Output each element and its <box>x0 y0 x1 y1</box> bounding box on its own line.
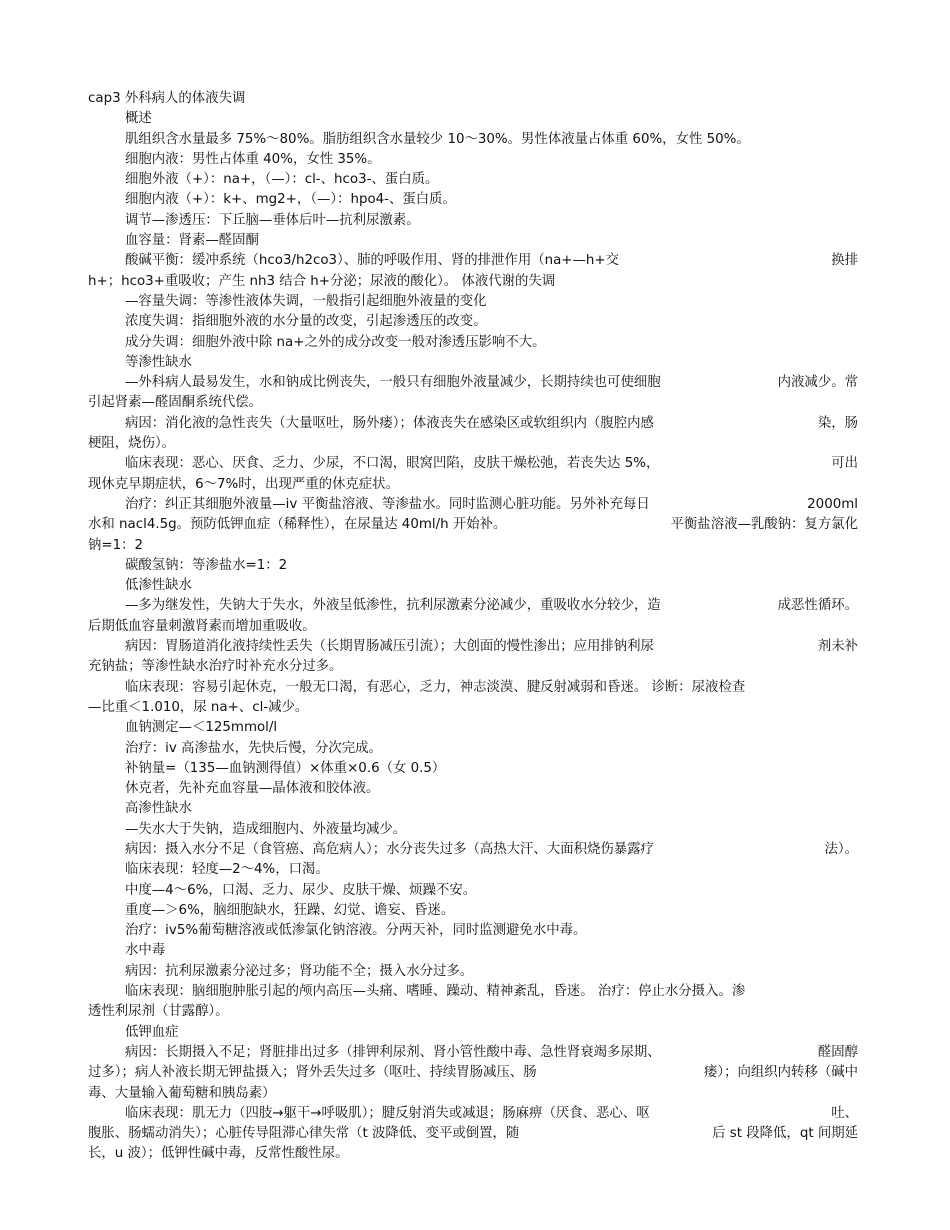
text-segment: —多为继发性，失钠大于失水，外液呈低渗性，抗利尿激素分泌减少，重吸收水分较少，造 <box>125 598 661 614</box>
paragraph-line <box>88 596 858 616</box>
paragraph-line: 透性利尿剂（甘露醇）。 <box>88 1004 229 1020</box>
paragraph-line <box>88 1104 858 1124</box>
paragraph-line: 细胞内液：男性占体重 40%，女性 35%。 <box>125 151 381 167</box>
paragraph-line <box>88 515 858 535</box>
text-segment: 吐、 <box>831 1105 858 1121</box>
paragraph-line: 病因：抗利尿激素分泌过多；肾功能不全；摄入水分过多。 <box>125 963 474 979</box>
section-heading: 等渗性缺水 <box>125 354 192 370</box>
paragraph-line: 重度—＞6%，脑细胞缺水，狂躁、幻觉、谵妄、昏迷。 <box>125 902 455 918</box>
paragraph-line: 后期低血容量刺激肾素而增加重吸收。 <box>88 618 316 634</box>
paragraph-line: h+；hco3+重吸收；产生 nh3 结合 h+分泌；尿液的酸化）。 体液代谢的失调 <box>88 273 556 289</box>
paragraph-line: 梗阻，烧伤）。 <box>88 436 176 452</box>
paragraph-line: 钠=1：2 <box>88 537 144 553</box>
text-segment: 临床表现：肌无力（四肢→躯干→呼吸肌）；腱反射消失或减退；肠麻痹（厌食、恶心、呕 <box>125 1105 650 1121</box>
paragraph-line <box>88 373 858 393</box>
text-segment: 2000ml <box>807 496 858 512</box>
text-segment: 水和 nacl4.5g。预防低钾血症（稀释性），在尿量达 40ml/h 开始补。 <box>88 517 507 533</box>
section-heading: 概述 <box>125 111 152 127</box>
text-segment: 醛固醇 <box>817 1044 858 1060</box>
paragraph-line <box>88 251 858 271</box>
paragraph-line: 血容量：肾素—醛固酮 <box>125 233 259 249</box>
paragraph-line: 治疗：iv 高渗盐水，先快后慢，分次完成。 <box>125 740 382 756</box>
paragraph-line: 补钠量=（135—血钠测得值）×体重×0.6（女 0.5） <box>125 760 446 776</box>
paragraph-line: 碳酸氢钠：等渗盐水=1：2 <box>125 557 288 573</box>
paragraph-line <box>88 495 858 515</box>
text-segment: 病因：长期摄入不足；肾脏排出过多（排钾利尿剂、肾小管性酸中毒、急性肾衰竭多尿期、 <box>125 1044 661 1060</box>
text-segment: 可出 <box>831 456 858 472</box>
text-segment: 腹胀、肠蠕动消失）；心脏传导阻滞心律失常（t 波降低、变平或倒置，随 <box>88 1126 520 1142</box>
text-segment: 瘘）；向组织内转移（碱中 <box>704 1065 858 1081</box>
text-segment: 病因：摄入水分不足（食管癌、高危病人）；水分丧失过多（高热大汗、大面积烧伤暴露疗 <box>125 841 654 857</box>
text-segment: 内液减少。常 <box>777 375 858 391</box>
paragraph-line <box>88 840 858 860</box>
paragraph-line <box>88 1043 858 1063</box>
text-segment: 治疗：纠正其细胞外液量—iv 平衡盐溶液、等渗盐水。同时监测心脏功能。另外补充每日 <box>125 496 650 512</box>
paragraph-line <box>88 1124 858 1144</box>
document-title: cap3 外科病人的体液失调 <box>88 91 246 106</box>
text-segment: 过多）；病人补液长期无钾盐摄入；肾外丢失过多（呕吐、持续胃肠减压、肠 <box>88 1065 537 1081</box>
paragraph-line: 长，u 波）；低钾性碱中毒，反常性酸性尿。 <box>88 1146 349 1162</box>
text-segment: 临床表现：恶心、厌食、乏力、少尿，不口渴，眼窝凹陷，皮肤干燥松弛，若丧失达 5%， <box>125 456 660 472</box>
text-segment: 换排 <box>831 253 858 269</box>
paragraph-line: 休克者，先补充血容量—晶体液和胶体液。 <box>125 781 380 797</box>
text-segment: 成恶性循环。 <box>777 598 858 614</box>
section-heading: 低渗性缺水 <box>125 578 192 594</box>
paragraph-line: 引起肾素—醛固酮系统代偿。 <box>88 395 263 411</box>
paragraph-line: 浓度失调：指细胞外液的水分量的改变，引起渗透压的改变。 <box>125 314 487 330</box>
paragraph-line: 充钠盐；等渗性缺水治疗时补充水分过多。 <box>88 659 343 675</box>
text-segment: 剂未补 <box>817 639 858 655</box>
paragraph-line: —比重＜1.010，尿 na+、cl-减少。 <box>88 699 309 715</box>
paragraph-line: 调节—渗透压：下丘脑—垂体后叶—抗利尿激素。 <box>125 212 420 228</box>
document-body <box>88 89 858 1165</box>
text-segment: 平衡盐溶液—乳酸钠：复方氯化 <box>670 517 858 533</box>
text-segment: 酸碱平衡：缓冲系统（hco3/h2co3）、肺的呼吸作用、肾的排泄作用（na+—h+交 <box>125 253 620 269</box>
paragraph-line <box>88 637 858 657</box>
paragraph-line: 治疗：iv5%葡萄糖溶液或低渗氯化钠溶液。分两天补，同时监测避免水中毒。 <box>125 923 587 939</box>
paragraph-line: 临床表现：容易引起休克，一般无口渴，有恶心，乏力，神志淡漠、腱反射减弱和昏迷。 诊断：尿液检查 <box>125 679 746 695</box>
section-heading: 水中毒 <box>125 943 166 959</box>
section-heading: 低钾血症 <box>125 1024 179 1040</box>
paragraph-line: 临床表现：脑细胞肿胀引起的颅内高压—头痛、嗜睡、躁动、精神紊乱，昏迷。 治疗：停止水分摄入。渗 <box>125 984 746 1000</box>
paragraph-line: —容量失调：等渗性液体失调，一般指引起细胞外液量的变化 <box>125 293 487 309</box>
paragraph-line: 肌组织含水量最多 75%～80%。脂肪组织含水量较少 10～30%。男性体液量占体重 60%，女性 50%。 <box>125 131 750 147</box>
paragraph-line <box>88 1063 858 1083</box>
section-heading: 高渗性缺水 <box>125 801 192 817</box>
text-segment: 法）。 <box>824 841 858 857</box>
paragraph-line: 细胞内液（+）：k+、mg2+，（—）：hpo4-、蛋白质。 <box>125 192 456 208</box>
paragraph-line <box>88 414 858 434</box>
paragraph-line: 毒、大量输入葡萄糖和胰岛素） <box>88 1085 276 1101</box>
paragraph-line: 现休克早期症状，6～7%时，出现严重的休克症状。 <box>88 476 399 492</box>
paragraph-line: 血钠测定—＜125mmol/l <box>125 720 278 736</box>
paragraph-line: 细胞外液（+）：na+，（—）：cl-、hco3-、蛋白质。 <box>125 172 439 188</box>
text-segment: 后 st 段降低，qt 间期延 <box>712 1126 858 1142</box>
text-segment: 染，肠 <box>817 415 858 431</box>
paragraph-line <box>88 454 858 474</box>
paragraph-line: 中度—4～6%，口渴、乏力、尿少、皮肤干燥、烦躁不安。 <box>125 882 477 898</box>
paragraph-line: 成分失调：细胞外液中除 na+之外的成分改变一般对渗透压影响不大。 <box>125 334 546 350</box>
text-segment: 病因：消化液的急性丧失（大量呕吐，肠外瘘）；体液丧失在感染区或软组织内（腹腔内感 <box>125 415 654 431</box>
text-segment: 病因：胃肠道消化液持续性丢失（长期胃肠减压引流）；大创面的慢性渗出；应用排钠利尿 <box>125 639 654 655</box>
paragraph-line: —失水大于失钠，造成细胞内、外液量均减少。 <box>125 821 407 837</box>
text-segment: —外科病人最易发生，水和钠成比例丧失，一般只有细胞外液量减少，长期持续也可使细胞 <box>125 375 661 391</box>
paragraph-line: 临床表现：轻度—2～4%，口渴。 <box>125 862 329 878</box>
